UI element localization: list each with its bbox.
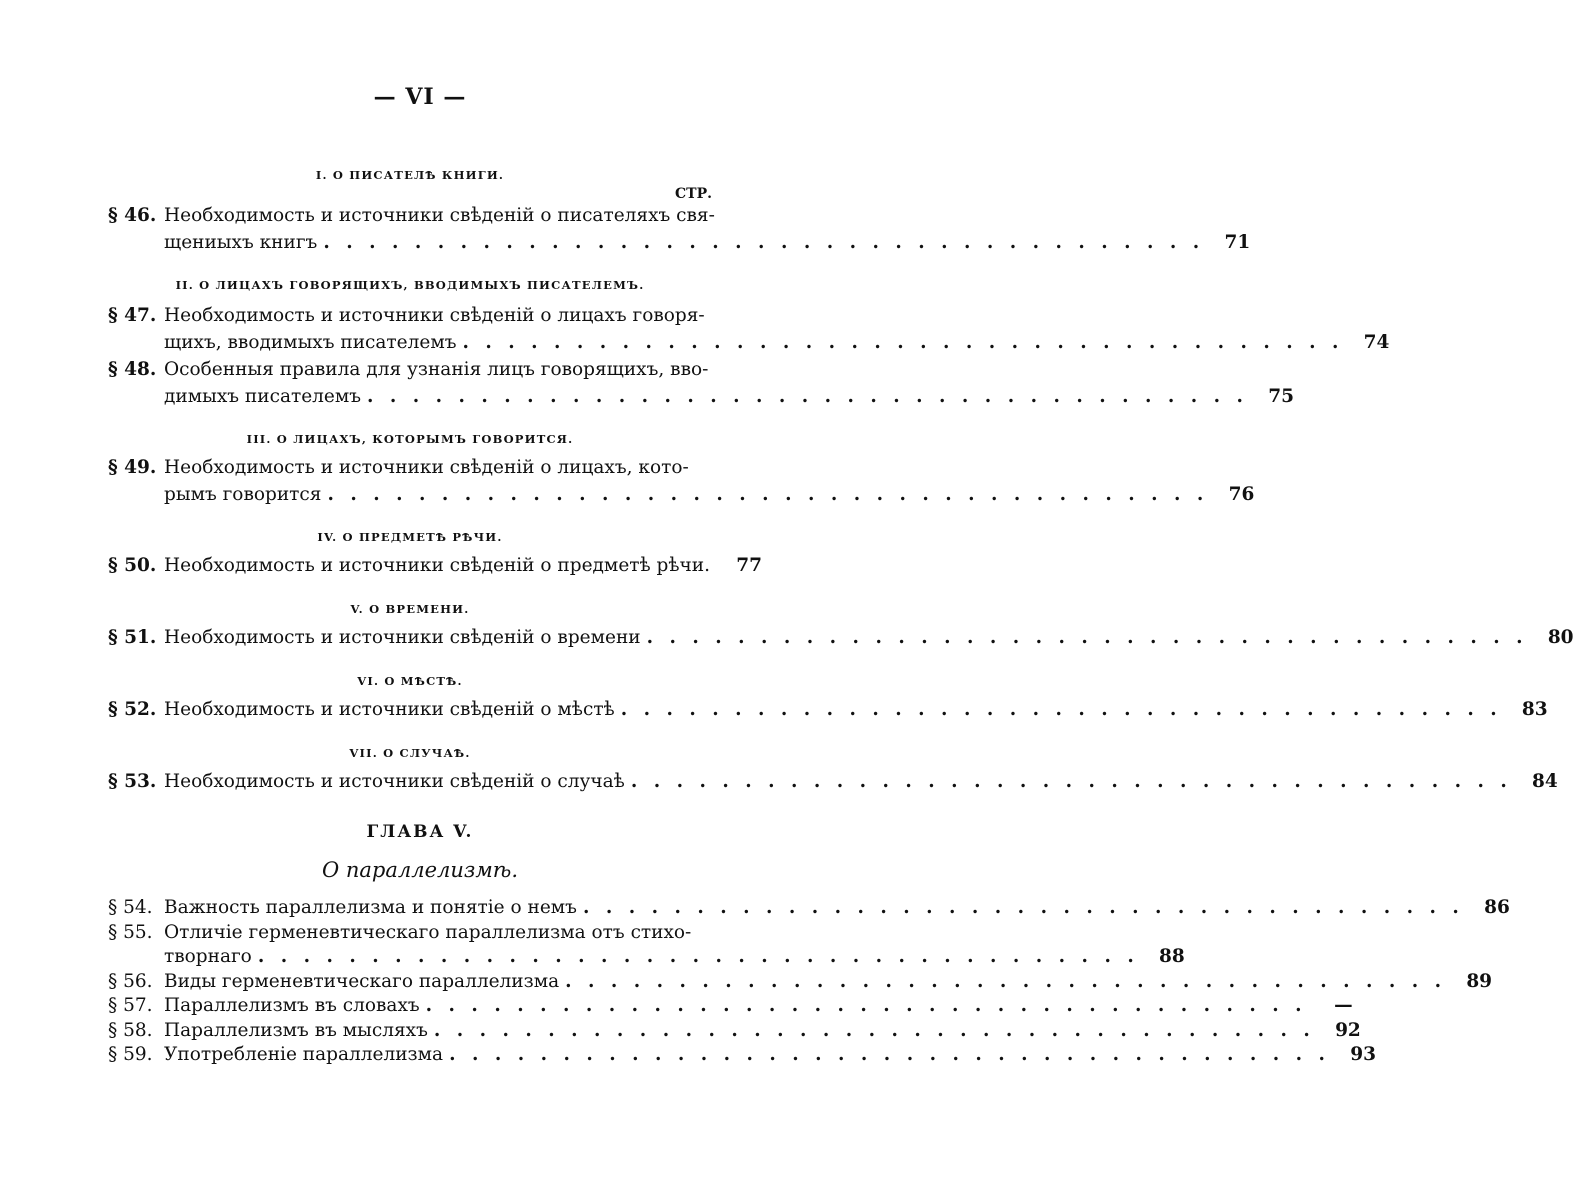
dot-leader: . . . . . . . . . . . . . . . . . . . . . . . . . . . . . . . . . . . . . . .	[646, 627, 1528, 648]
entry-number: § 59.	[108, 1044, 153, 1065]
toc-entry-49[interactable]	[108, 454, 1255, 508]
entry-text-line1: Необходимость и источники свѣденій о лицахъ, кото-	[164, 457, 689, 478]
entry-number: § 56.	[108, 970, 153, 992]
entry-text-line2: рымъ говорится	[164, 484, 322, 505]
dot-leader: . . . . . . . . . . . . . . . . . . . . . . . . . . . . . . . . . . . . . . .	[323, 232, 1205, 253]
chapter-title: О параллелизмѣ.	[321, 858, 519, 882]
toc-entry-59[interactable]	[108, 1043, 1376, 1068]
entry-text-line2: щениыхъ книгъ	[164, 232, 318, 253]
entry-text-line2: щихъ, вводимыхъ писателемъ	[164, 332, 457, 353]
page-number: 89	[1466, 970, 1493, 992]
entry-text: Важность параллелизма и понятіе о немъ	[164, 897, 577, 918]
dot-leader: . . . . . . . . . . . . . . . . . . . . . . . . . . . . . . . . . . . . . . .	[425, 995, 1307, 1016]
toc-entry-46[interactable]	[108, 202, 1251, 256]
entry-number: § 51.	[108, 627, 157, 648]
dot-leader: . . . . . . . . . . . . . . . . . . . . . . . . . . . . . . . . . . . . . . .	[565, 970, 1447, 992]
entry-text-line2: творнаго	[164, 946, 252, 967]
page-number: 93	[1350, 1044, 1376, 1065]
entry-text: Параллелизмъ въ словахъ	[164, 995, 420, 1016]
section-heading-occasion: VII. О СЛУЧАѢ.	[349, 746, 471, 760]
entry-text: Необходимость и источники свѣденій о случаѣ	[164, 771, 625, 792]
dot-leader: . . . . . . . . . . . . . . . . . . . . . . . . . . . . . . . . . . . . . . .	[449, 1044, 1330, 1065]
entry-text-line1: Необходимость и источники свѣденій о лицахъ говоря-	[164, 305, 705, 326]
dot-leader: . . . . . . . . . . . . . . . . . . . . . . . . . . . . . . . . . . . . . . .	[327, 484, 1209, 505]
entry-number: § 58.	[108, 1019, 153, 1041]
toc-entry-53[interactable]	[108, 768, 1558, 795]
toc-entry-54[interactable]	[108, 896, 1510, 921]
page-number: 86	[1484, 897, 1510, 918]
toc-entry-57[interactable]	[108, 994, 1353, 1019]
entry-text-line1: Особенныя правила для узнанія лицъ говорящихъ, вво-	[164, 359, 709, 380]
section-heading-author: I. О ПИСАТЕЛѢ КНИГИ.	[315, 168, 505, 182]
page-number: 92	[1335, 1019, 1361, 1041]
entry-number: § 54.	[108, 897, 153, 918]
dot-leader: . . . . . . . . . . . . . . . . . . . . . . . . . . . . . . . . . . . . . . .	[630, 771, 1512, 792]
entry-number: § 52.	[108, 699, 157, 720]
entry-number: § 53.	[108, 771, 157, 792]
page-number: 80	[1547, 627, 1574, 648]
page-number: 83	[1521, 699, 1548, 720]
entry-number: § 49.	[108, 457, 157, 478]
entry-number: § 57.	[108, 995, 153, 1016]
dot-leader: . . . . . . . . . . . . . . . . . . . . . . . . . . . . . . . . . . . . . . .	[620, 699, 1502, 720]
entry-text: Необходимость и источники свѣденій о времени	[164, 627, 641, 648]
chapter-toc	[108, 896, 1510, 1068]
dot-leader: . . . . . . . . . . . . . . . . . . . . . . . . . . . . . . . . . . . . . . .	[582, 897, 1464, 918]
dot-leader: . . . . . . . . . . . . . . . . . . . . . . . . . . . . . . . . . . . . . . .	[257, 946, 1139, 967]
toc-entry-52[interactable]	[108, 696, 1548, 723]
page-number: —	[1334, 995, 1353, 1016]
entry-number: § 50.	[108, 555, 157, 576]
entry-number: § 55.	[108, 921, 153, 943]
toc-entry-56[interactable]	[108, 970, 1493, 995]
entry-number: § 46.	[108, 205, 157, 226]
page-column-label: СТР.	[675, 186, 712, 202]
section-heading-addressees: III. О ЛИЦАХЪ, КОТОРЫМЪ ГОВОРИТСЯ.	[246, 432, 574, 446]
toc-entry-51[interactable]	[108, 624, 1574, 651]
entry-text: Необходимость и источники свѣденій о мѣстѣ	[164, 699, 615, 720]
page-number: 84	[1532, 771, 1558, 792]
page-number: 75	[1268, 386, 1294, 407]
entry-text-line1: Отличіе герменевтическаго параллелизма отъ стихо-	[164, 921, 692, 943]
page-number: 77	[736, 555, 762, 576]
page-folio: — VI —	[373, 84, 467, 110]
entry-number: § 47.	[108, 305, 157, 326]
toc-entry-47[interactable]	[108, 302, 1390, 356]
entry-text: Употребленіе параллелизма	[164, 1044, 444, 1065]
toc-entry-55[interactable]	[108, 921, 712, 946]
page-number: 88	[1159, 946, 1185, 967]
dot-leader: . . . . . . . . . . . . . . . . . . . . . . . . . . . . . . . . . . . . . . .	[433, 1019, 1315, 1041]
dot-leader: . . . . . . . . . . . . . . . . . . . . . . . . . . . . . . . . . . . . . . .	[462, 332, 1344, 353]
entry-text: Параллелизмъ въ мысляхъ	[164, 1019, 428, 1041]
entry-text-line2: димыхъ писателемъ	[164, 386, 362, 407]
entry-text-line1: Необходимость и источники свѣденій о писателяхъ свя-	[164, 205, 715, 226]
chapter-heading: ГЛАВА V.	[366, 822, 474, 842]
section-heading-speakers: II. О ЛИЦАХЪ ГОВОРЯЩИХЪ, ВВОДИМЫХЪ ПИСАТЕЛЕМЪ.	[175, 278, 645, 292]
section-heading-subject: IV. О ПРЕДМЕТѢ РѢЧИ.	[317, 530, 503, 544]
toc-entry-50[interactable]	[108, 552, 762, 579]
toc-entry-58[interactable]	[108, 1019, 1361, 1044]
toc-entry-48[interactable]	[108, 356, 1294, 410]
entry-number: § 48.	[108, 359, 157, 380]
section-heading-time: V. О ВРЕМЕНИ.	[350, 602, 470, 616]
page-number: 74	[1363, 332, 1390, 353]
dot-leader: . . . . . . . . . . . . . . . . . . . . . . . . . . . . . . . . . . . . . . .	[367, 386, 1248, 407]
section-heading-place: VI. О МѢСТѢ.	[357, 674, 463, 688]
entry-text: Необходимость и источники свѣденій о предметѣ рѣчи.	[164, 555, 710, 576]
page-number: 76	[1228, 484, 1255, 505]
page-number: 71	[1224, 232, 1251, 253]
entry-text: Виды герменевтическаго параллелизма	[164, 970, 560, 992]
